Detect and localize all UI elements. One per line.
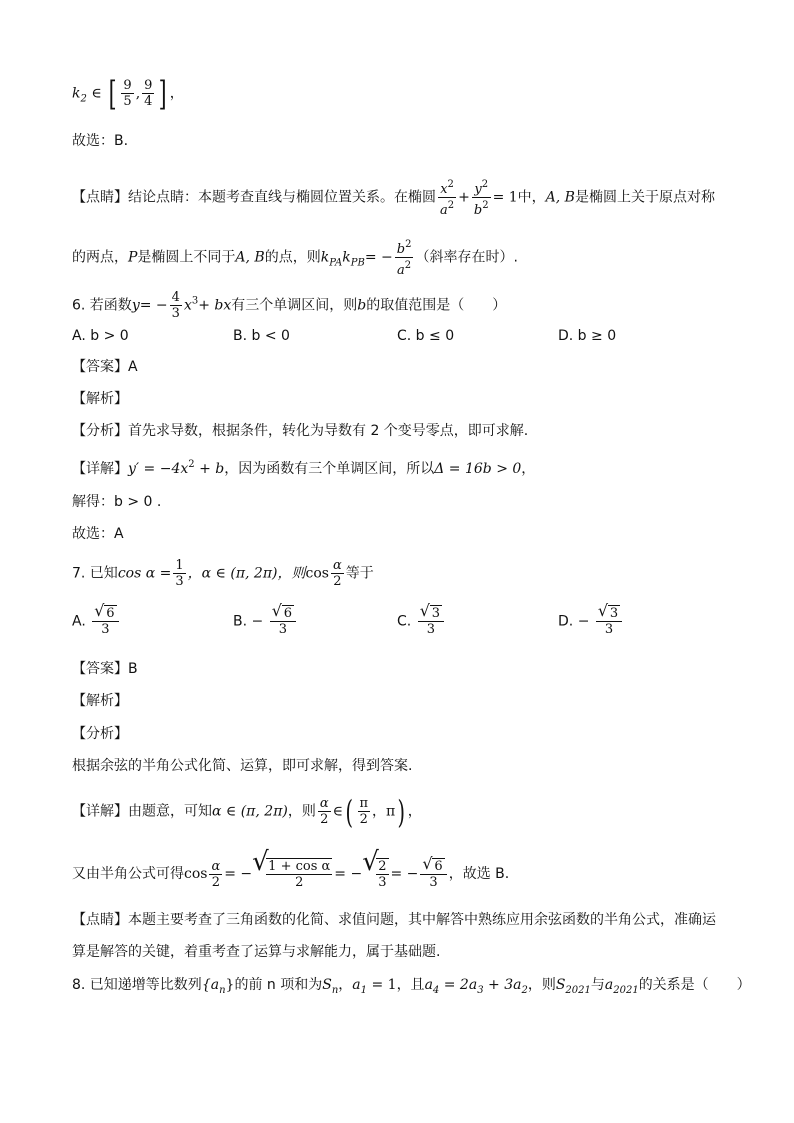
q6-analysis: 【分析】首先求导数，根据条件，转化为导数有 2 个变号零点，即可求解. xyxy=(72,423,529,439)
q6-option-c: C. b ≤ 0 xyxy=(397,328,455,344)
question-8: 8. 已知递增等比数列$\{a_n\}$的前 n 项和为$S_n$，$a_1 = 1$，且$a_4 = 2a_3 + 3a_2$，则$S_{2021}$与$a_{2021}$的关系是（ ） xyxy=(72,977,751,996)
q6-option-b: B. b < 0 xyxy=(233,328,290,344)
q6-detail: 【详解】$y' = -4x^2 + b$，因为函数有三个单调区间，所以Δ = 16b > 0， xyxy=(72,459,536,477)
q7-insight-2: 算是解答的关键，着重考查了运算与求解能力，属于基础题. xyxy=(72,944,441,960)
q7-half-angle: 又由半角公式可得cos $\frac{\alpha}{2}$ = − √ $\frac{\text{1 + cos α}}{2}$ = − √ $\frac{2}{3}$ = − √ 6 3 ，故选 B. xyxy=(72,847,510,890)
q7-option-d: D. − √ 3 3 xyxy=(558,606,624,637)
q6-solve: 解得：b > 0 . xyxy=(72,494,162,510)
q6-choice: 故选：A xyxy=(72,526,124,542)
q7-answer: 【答案】B xyxy=(72,661,138,677)
answer-choice-b: 故选：B. xyxy=(72,133,129,149)
q7-option-c: C. √ 3 3 xyxy=(397,606,446,637)
question-7: 7. 已知cos α = $\frac{1}{3}$ ，α ∈ (π, 2π)，则cos $\frac{\alpha}{2}$ 等于 xyxy=(72,558,374,589)
q6-option-a: A. b > 0 xyxy=(72,328,129,344)
q7-analysis-label: 【分析】 xyxy=(72,726,128,742)
q7-detail: 【详解】由题意，可知α ∈ (π, 2π)，则 $\frac{\alpha}{2}$ ∈( $\frac{\pi}{2}$ ，π) ， xyxy=(72,792,422,831)
q7-analysis-heading: 【解析】 xyxy=(72,693,128,709)
insight-line-1: 【点睛】结论点睛：本题考查直线与椭圆位置关系。在椭圆 $\frac{x^2}{a^2}$ + $\frac{y^2}{b^2}$ = 1中，A, B是椭圆上关于原点对称 xyxy=(72,179,715,218)
q7-option-b: B. − √ 6 3 xyxy=(233,606,298,637)
q7-analysis: 根据余弦的半角公式化简、运算，即可求解，得到答案. xyxy=(72,758,413,774)
insight-line-2: 的两点，P是椭圆上不同于A, B的点，则$k_{PA}k_{PB}=$ − $\frac{b^2}{a^2}$ （斜率存在时）. xyxy=(72,239,518,278)
q7-option-a: A. √ 6 3 xyxy=(72,606,121,637)
q6-option-d: D. b ≥ 0 xyxy=(558,328,617,344)
q6-analysis-heading: 【解析】 xyxy=(72,391,128,407)
q6-answer: 【答案】A xyxy=(72,359,138,375)
q7-insight-1: 【点睛】本题主要考查了三角函数的化简、求值问题，其中解答中熟练应用余弦函数的半角公式，准确运 xyxy=(72,912,716,928)
k2-range-line: $k_2$ ∈ [ $\frac{9}{5}$ , $\frac{9}{4}$ ] ， xyxy=(72,73,184,114)
question-6: 6. 若函数y= − $\frac{4}{3}$ $x^3+$ bx有三个单调区间，则b的取值范围是（ ） xyxy=(72,290,507,321)
